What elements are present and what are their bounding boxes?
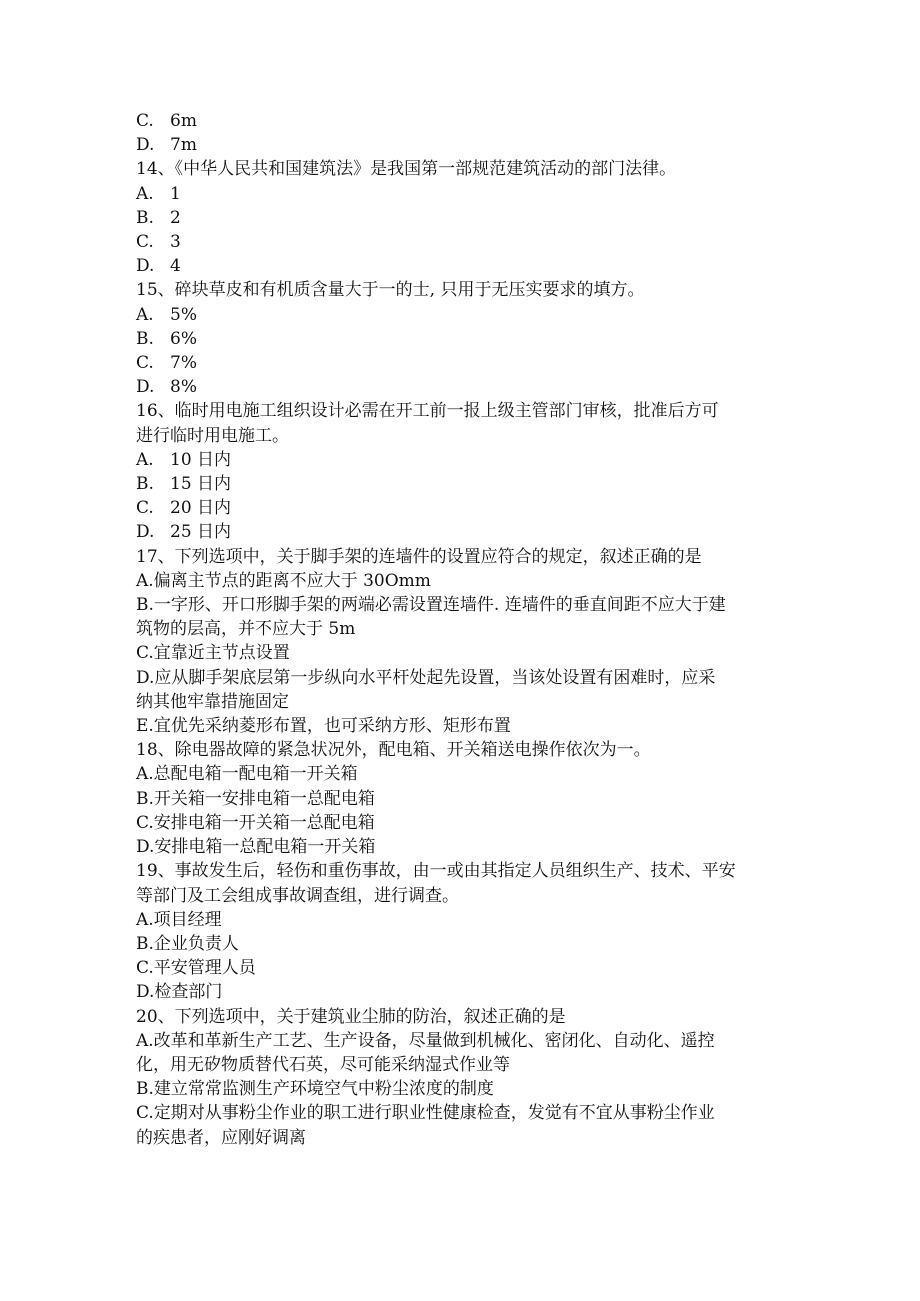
answer-option (136, 230, 786, 254)
answer-option (136, 496, 786, 520)
question-text: 14、《中华人民共和国建筑法》是我国第一部规范建筑活动的部门法律。 (136, 159, 677, 180)
option-text: 15 日内 (170, 474, 232, 495)
question-text: 等部门及工会组成事故调查组，进行调查。 (136, 885, 459, 906)
option-label: B. (136, 474, 154, 495)
answer-option (136, 520, 786, 544)
option-text: 4 (170, 256, 181, 277)
question-text: 20、下列选项中，关于建筑业尘肺的防治，叙述正确的是 (136, 1006, 566, 1027)
option-label: D. (136, 135, 155, 156)
option-text: 6% (170, 328, 197, 349)
exam-content (136, 109, 786, 1150)
answer-option: A.项目经理 (136, 909, 222, 930)
option-text: 1 (170, 183, 181, 204)
answer-option: 的疾患者，应刚好调离 (136, 1127, 306, 1148)
answer-option (136, 375, 786, 399)
option-label: A. (136, 183, 154, 204)
option-text: 2 (170, 207, 181, 228)
option-label: C. (136, 498, 154, 519)
option-label: C. (136, 111, 154, 131)
option-text: 20 日内 (170, 498, 232, 519)
answer-option (136, 327, 786, 351)
answer-option (136, 133, 786, 157)
answer-option: C.平安管理人员 (136, 958, 256, 979)
answer-option: 纳其他牢靠措施固定 (136, 691, 289, 712)
answer-option: C.定期对从事粉尘作业的职工进行职业性健康检查，发觉有不宜从事粉尘作业 (136, 1103, 715, 1124)
answer-option: B.开关箱一安排电箱一总配电箱 (136, 788, 375, 809)
answer-option: B.建立常常监测生产环境空气中粉尘浓度的制度 (136, 1079, 494, 1100)
answer-option: E.宜优先采纳菱形布置，也可采纳方形、矩形布置 (136, 716, 511, 737)
answer-option (136, 351, 786, 375)
option-text: 7% (170, 353, 197, 374)
answer-option (136, 254, 786, 278)
option-label: A. (136, 449, 154, 470)
answer-option: A.改革和革新生产工艺、生产设备，尽量做到机械化、密闭化、自动化、遥控 (136, 1030, 715, 1051)
option-text: 6m (170, 111, 197, 131)
option-label: D. (136, 256, 155, 277)
option-label: C. (136, 353, 154, 374)
answer-option: B.一字形、开口形脚手架的两端必需设置连墙件. 连墙件的垂直间距不应大于建 (136, 595, 726, 616)
answer-option: D.检查部门 (136, 982, 223, 1003)
answer-option (136, 109, 786, 133)
question-text: 19、事故发生后，轻伤和重伤事故，由一或由其指定人员组织生产、技术、平安 (136, 861, 736, 882)
answer-option: C.宜靠近主节点设置 (136, 643, 290, 664)
option-label: C. (136, 232, 154, 253)
answer-option: C.安排电箱一开关箱一总配电箱 (136, 812, 375, 833)
answer-option (136, 472, 786, 496)
answer-option: 化，用无矽物质替代石英，尽可能采纳湿式作业等 (136, 1054, 510, 1075)
option-label: D. (136, 522, 155, 543)
question-text: 进行临时用电施工。 (136, 425, 289, 446)
answer-option: A.偏离主节点的距离不应大于 30Omm (136, 570, 431, 591)
option-label: B. (136, 328, 154, 349)
option-text: 5% (170, 304, 197, 325)
option-text: 8% (170, 377, 197, 398)
answer-option (136, 303, 786, 327)
option-text: 3 (170, 232, 181, 253)
question-text: 17、下列选项中，关于脚手架的连墙件的设置应符合的规定，叙述正确的是 (136, 546, 702, 567)
option-text: 7m (170, 135, 197, 156)
answer-option (136, 182, 786, 206)
option-label: B. (136, 207, 154, 228)
option-label: D. (136, 377, 155, 398)
option-text: 10 日内 (170, 449, 232, 470)
answer-option (136, 206, 786, 230)
answer-option: D.应从脚手架底层第一步纵向水平杆处起先设置，当该处设置有困难时，应采 (136, 667, 716, 688)
answer-option (136, 448, 786, 472)
answer-option: B.企业负责人 (136, 933, 239, 954)
question-text: 18、除电器故障的紧急状况外，配电箱、开关箱送电操作依次为一。 (136, 740, 651, 761)
question-text: 15、碎块草皮和有机质含量大于一的士, 只用于无压实要求的填方。 (136, 280, 645, 301)
answer-option: A.总配电箱一配电箱一开关箱 (136, 764, 358, 785)
answer-option: D.安排电箱一总配电箱一开关箱 (136, 837, 376, 858)
answer-option: 筑物的层高，并不应大于 5m (136, 619, 356, 640)
question-text: 16、临时用电施工组织设计必需在开工前一报上级主管部门审核，批准后方可 (136, 401, 719, 422)
option-text: 25 日内 (170, 522, 232, 543)
option-label: A. (136, 304, 154, 325)
